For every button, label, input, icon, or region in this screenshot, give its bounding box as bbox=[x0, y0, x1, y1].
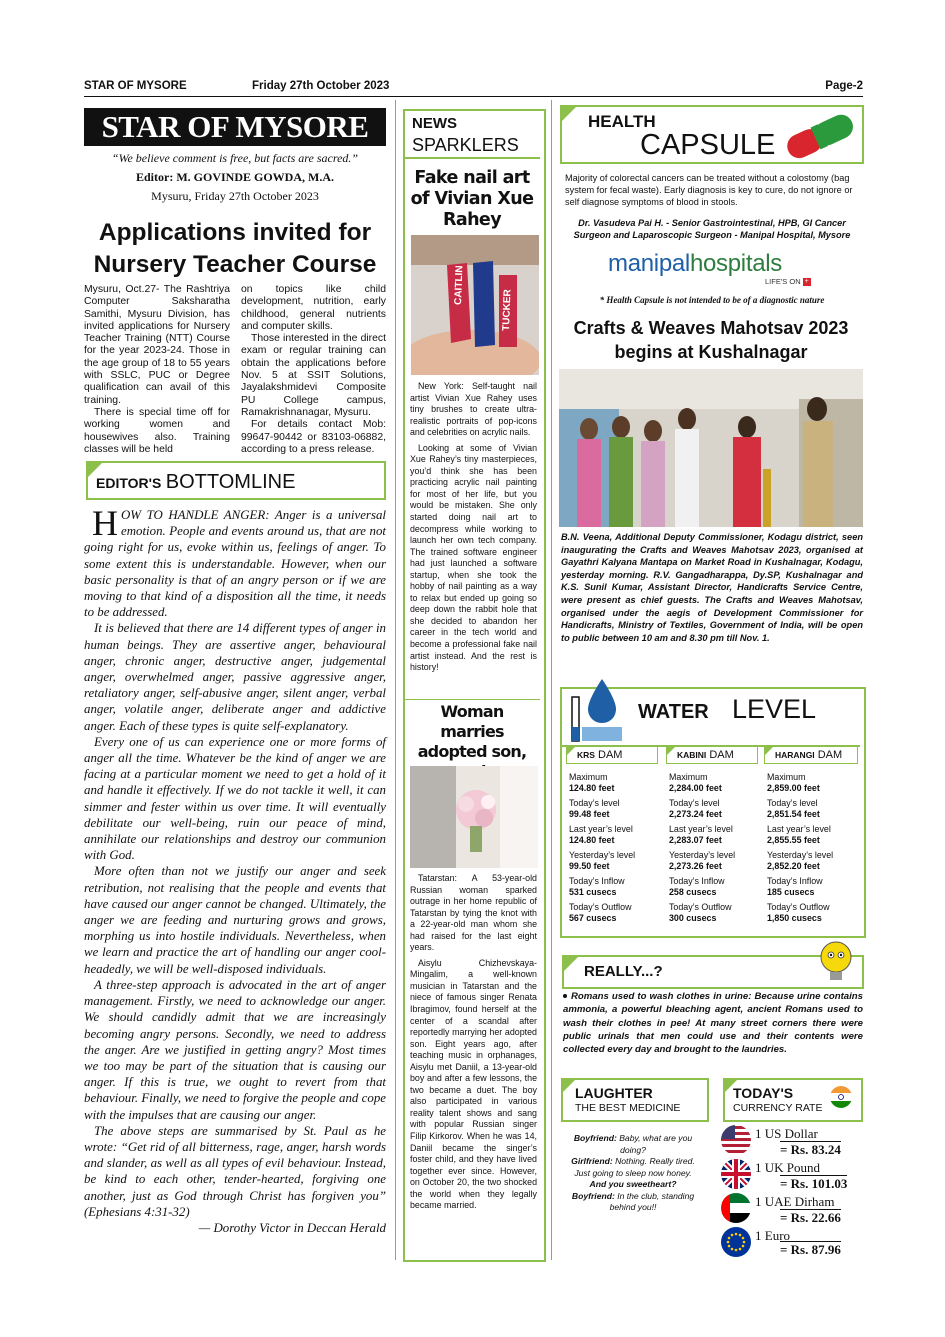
uae-flag-icon bbox=[720, 1192, 752, 1224]
joke-line: Boyfriend: In the club, standing behind you!! bbox=[571, 1190, 695, 1212]
bottomline-label-bold: EDITOR'S bbox=[96, 475, 162, 491]
water-label-light: LEVEL bbox=[732, 694, 817, 724]
joke-line: Boyfriend: Baby, what are you doing? bbox=[573, 1133, 693, 1155]
dam-row-label: Yesterday’s level bbox=[767, 850, 834, 860]
dam-row-value: 124.80 feet bbox=[569, 835, 615, 845]
header-paper-name: STAR OF MYSORE bbox=[84, 80, 187, 92]
water-drop-icon bbox=[570, 677, 626, 743]
ntt-headline-line1: Applications invited for bbox=[98, 219, 372, 246]
dam-name: DAM bbox=[817, 749, 843, 761]
currency-unit: 1 Euro bbox=[755, 1228, 791, 1243]
nail-paragraph: Looking at some of Vivian Xue Rahey’s tiny masterpieces, you’d think she has been practicing acrylic nail painting for most of her life, but you would be mistaken. She only started doing nail art to decompress while working to launch her own tech company. The trained software engineer had just launched a software startup, when she took the hobby of nail painting as a way to relax but ended up going so deep down the rabbit hole that she decided to abandon her career in the tech world and become a professional fake nail artist instead. And the rest is history! bbox=[410, 442, 537, 673]
corner-triangle-icon bbox=[765, 747, 773, 755]
laughter-label-bold: LAUGHTER bbox=[575, 1085, 653, 1101]
water-label-bold: WATER bbox=[638, 701, 709, 723]
plus-icon: + bbox=[804, 278, 809, 286]
dam-row-value: 99.50 feet bbox=[569, 861, 610, 871]
nail-article bbox=[410, 381, 537, 674]
ntt-paragraph: For details contact Mob: 99647-90442 or 83103-06882, according to a press release. bbox=[241, 419, 386, 455]
dam-row-label: Today’s Outflow bbox=[669, 902, 732, 912]
health-text: Majority of colorectal cancers can be treated without a colostomy (bag system for fecal waste). Early diagnosis is key to cure, do not ignore or self diagnose symptoms of blood in stools. bbox=[565, 173, 853, 208]
bottomline-credit: — Dorothy Victor in Deccan Herald bbox=[198, 1220, 386, 1235]
dam-name-bold: KABINI bbox=[677, 750, 707, 760]
ntt-paragraph: on topics like child development, nutrition, early childhood, general nutrients and computer skills. bbox=[241, 284, 386, 332]
bottomline-paragraph: HOW TO HANDLE ANGER: Anger is a universal emotion. People and events around us, that are not going right for us, evoke within us, feelings of anger. To some extent this is understandable. However, when our basic personality is that of an angry person or if we are moving to that kind of a disposition all the time, it needs to be addressed. bbox=[84, 503, 386, 620]
really-text: Romans used to wash clothes in urine: Because urine contains ammonia, a powerful bleaching agent, ancient Romans used to wash their clothes in pee! At many street corners there were public urinals that men could use and their contents were collected every day and brought to the laundries. bbox=[563, 991, 863, 1056]
currency-list bbox=[720, 1124, 862, 1260]
dam-row-label: Today’s Outflow bbox=[767, 902, 830, 912]
ntt-column-1 bbox=[84, 284, 230, 456]
masthead-dateline: Mysuru, Friday 27th October 2023 bbox=[151, 189, 319, 203]
dam-row-label: Today’s Inflow bbox=[569, 876, 625, 886]
nail-headline: Fake nail art of Vivian Xue Rahey bbox=[410, 168, 534, 230]
health-label-light: CAPSULE bbox=[640, 129, 776, 161]
corner-triangle-icon bbox=[667, 747, 675, 755]
dam-row-label: Yesterday’s level bbox=[669, 850, 736, 860]
dam-tab bbox=[566, 746, 658, 764]
currency-label-light: CURRENCY RATE bbox=[733, 1102, 823, 1114]
corner-triangle-icon bbox=[564, 957, 578, 971]
sparklers-label-bold: NEWS bbox=[412, 115, 457, 132]
lightbulb-icon bbox=[814, 937, 858, 987]
currency-rate: = Rs. 83.24 bbox=[780, 1142, 841, 1157]
wedding-photo bbox=[410, 766, 538, 868]
woman-paragraph: Tatarstan: A 53-year-old Russian woman sparked outrage in her home republic of Tatarstan by tying the knot with a 22-year-old man whom she had raised for the last eight years. bbox=[410, 873, 537, 953]
bottomline-paragraph: More often than not we justify our anger and seek retribution, not realising that the people and events that have caused our anger cannot be changed. Ultimately, the anger we are feeding and nurturing grows and grows, morphing us into hostile individuals. Nevertheless, when we learn and practice the art of handling our anger cool-headedly, we will be well-disposed individuals. bbox=[84, 864, 386, 976]
dam-tab bbox=[666, 746, 758, 764]
crafts-headline-line2: begins at Kushalnagar bbox=[614, 342, 808, 362]
uk-flag-icon bbox=[720, 1158, 752, 1190]
dam-row-value: 300 cusecs bbox=[669, 913, 717, 923]
bottomline-paragraph: Every one of us can experience one or more forms of anger all the time. Whatever be the kind of anger we are facing at a particular moment we need to get a hold of it and handle it effectively. If we do not tackle it well, it can simmer and fester within us over time. It will eventually debilitate our well-being, ruin our peace of mind, annihilate our relationships and destroy our communion with God. bbox=[84, 734, 386, 863]
dam-row-value: 2,273.26 feet bbox=[669, 861, 722, 871]
masthead-editor: Editor: M. GOVINDE GOWDA, M.A. bbox=[136, 170, 334, 184]
bottomline-paragraph: The above steps are summarised by St. Paul as he wrote: “Get rid of all bitterness, rage, anger, harsh words and slander, as well as all types of evil behaviour. Instead, be kind to each other, tender-hearted, forgiving one another, just as God through Christ has forgiven you” (Ephesians 4:31-32) bbox=[84, 1123, 386, 1219]
ntt-column-2 bbox=[241, 284, 386, 456]
dam-row-value: 2,852.20 feet bbox=[767, 861, 820, 871]
dam-row-value: 258 cusecs bbox=[669, 887, 717, 897]
sparklers-divider bbox=[405, 699, 540, 700]
dam-row-label: Today’s Outflow bbox=[569, 902, 632, 912]
dam-tab bbox=[764, 746, 858, 764]
corner-triangle-icon bbox=[563, 1080, 575, 1092]
dam-row-value: 2,273.24 feet bbox=[669, 809, 722, 819]
dam-row-label: Yesterday’s level bbox=[569, 850, 636, 860]
dam-row-value: 2,284.00 feet bbox=[669, 783, 722, 793]
dam-row-value: 124.80 feet bbox=[569, 783, 615, 793]
crafts-caption: B.N. Veena, Additional Deputy Commissioner, Kodagu district, seen inaugurating the Crafts and Weaves Mahotsav 2023, organised at Gayathri Kalyana Mantapa on Market Road in Kushalnagar, Kodagu, yesterday morning. R.V. Gangadharappa, Dy.SP, Kushalnagar and K.S. Sunil Kumar, Assistant Director, Handicrafts Service Centre, were present as chief guests. The Crafts and Weaves Mahotsav, organised under the aegis of Development Commissioner for Handicrafts, Ministry of Textiles, Government of India, will be open to public between 10 am and 8.30 pm till Nov. 1. bbox=[561, 532, 863, 643]
bottomline-label-box bbox=[86, 461, 386, 500]
currency-rate: = Rs. 87.96 bbox=[780, 1242, 841, 1257]
sparklers-label bbox=[405, 111, 540, 159]
dam-row-value: 2,283.07 feet bbox=[669, 835, 722, 845]
manipal-logo: manipalhospitals bbox=[608, 250, 782, 277]
laughter-label-light: THE BEST MEDICINE bbox=[575, 1102, 681, 1114]
us-flag-icon bbox=[720, 1124, 752, 1156]
health-label-bold: HEALTH bbox=[588, 112, 656, 131]
column-divider bbox=[395, 100, 396, 1260]
page-header bbox=[84, 80, 863, 97]
ntt-paragraph: Those interested in the direct exam or regular training can obtain the applications before Nov. 5 at SSIT Solutions, Jayalakshmidevi Composite PU College campus, Ramakrishnanagar, Mysuru. bbox=[241, 333, 386, 418]
currency-rate: = Rs. 22.66 bbox=[780, 1210, 841, 1225]
nail-text-2: TUCKER bbox=[501, 289, 514, 332]
dam-row-label: Last year’s level bbox=[767, 824, 831, 834]
header-date: Friday 27th October 2023 bbox=[252, 80, 390, 92]
dam-row-value: 567 cusecs bbox=[569, 913, 617, 923]
header-page-number: Page-2 bbox=[825, 80, 863, 92]
woman-paragraph: Aisylu Chizhevskaya-Mingalim, a well-known musician in Tatarstan and the niece of famous singer Renata Ibragimov, found herself at the center of a scandal after reportedly marrying her adopted son. Eight years ago, after teaching music in orphanages, Aisylu met Daniil, a 13-year-old boy and after a few lessons, the two became a duet. The boy also participated in various reality talent shows and sang with popular Russian singer Filip Kirkorov. When he was 14, Daniil became the singer’s foster child, and they have lived together ever since. However, on October 20, the two shocked the world when they legally became married. bbox=[410, 957, 537, 1211]
eu-flag-icon bbox=[720, 1226, 752, 1258]
currency-unit: 1 US Dollar bbox=[755, 1126, 818, 1141]
ntt-headline-line2: Nursery Teacher Course bbox=[93, 251, 377, 278]
manipal-tagline: LIFE'S ON + bbox=[765, 277, 809, 286]
ntt-paragraph: Mysuru, Oct.27- The Rashtriya Computer Saksharatha Samithi, Mysuru Division, has invited applications for Nursery Teacher Training (NTT) Course for the year 2023-24. Those in the age group of 18 to 55 years with SSLC, PUC or Degree qualification can avail of this training. bbox=[84, 284, 230, 406]
drop-cap: H bbox=[92, 503, 118, 543]
sparklers-label-light: SPARKLERS bbox=[412, 135, 519, 155]
dam-row-label: Today’s Inflow bbox=[767, 876, 823, 886]
dam-row-label: Maximum bbox=[767, 772, 806, 782]
laughter-joke bbox=[570, 1133, 696, 1214]
crafts-headline-line1: Crafts & Weaves Mahotsav 2023 bbox=[573, 318, 849, 338]
dam-row-value: 2,859.00 feet bbox=[767, 783, 820, 793]
dam-row-label: Today’s level bbox=[767, 798, 818, 808]
nail-art-photo bbox=[411, 235, 539, 375]
bottomline-article bbox=[84, 503, 386, 1236]
joke-line: And you sweetheart? bbox=[589, 1179, 677, 1189]
health-doctor: Dr. Vasudeva Pai H. - Senior Gastrointestinal, HPB, GI Cancer Surgeon and Laparoscopic Surgeon - Manipal Hospital, Mysore bbox=[573, 218, 851, 241]
currency-unit: 1 UAE Dirham bbox=[755, 1194, 835, 1209]
bottomline-paragraph: It is believed that there are 14 different types of anger in human beings. They are assertive anger, behavioural anger, chronic anger, destructive anger, judgemental anger, overwhelmed anger, passive aggressive anger, retaliatory anger, self-abusive anger, silent anger, verbal anger, volatile anger, deliberate anger and addictive anger. Each of these types is quite self-explanatory. bbox=[84, 621, 386, 733]
dam-row-label: Maximum bbox=[669, 772, 708, 782]
dam-row-value: 185 cusecs bbox=[767, 887, 815, 897]
currency-rate: = Rs. 101.03 bbox=[780, 1176, 848, 1191]
india-flag-icon bbox=[829, 1085, 853, 1109]
corner-triangle-icon bbox=[567, 747, 575, 755]
masthead-motto: “We believe comment is free, but facts are sacred.” bbox=[111, 151, 359, 165]
dam-row-label: Today’s level bbox=[669, 798, 720, 808]
crafts-headline bbox=[558, 316, 864, 364]
capsule-icon bbox=[779, 108, 863, 164]
bottomline-label-light: BOTTOMLINE bbox=[165, 471, 296, 493]
dam-row-value: 2,855.55 feet bbox=[767, 835, 820, 845]
column-divider bbox=[551, 100, 552, 1260]
woman-headline: Woman marries adopted son, bbox=[417, 702, 527, 761]
bullet-icon bbox=[563, 994, 567, 998]
dam-name: DAM bbox=[709, 749, 734, 761]
health-disclaimer: * Health Capsule is not intended to be of a diagnostic nature bbox=[599, 295, 825, 305]
dam-row-value: 1,850 cusecs bbox=[767, 913, 822, 923]
dam-row-label: Maximum bbox=[569, 772, 608, 782]
really-label: REALLY...? bbox=[584, 963, 663, 980]
masthead-title: STAR OF MYSORE bbox=[84, 108, 386, 146]
dam-row-label: Last year’s level bbox=[569, 824, 633, 834]
joke-line: Girlfriend: Nothing. Really tired. Just going to sleep now honey. bbox=[571, 1156, 695, 1178]
corner-triangle-icon bbox=[562, 107, 576, 121]
bottomline-paragraph: A three-step approach is advocated in the art of anger management. Firstly, we need to acknowledge our anger. We should candidly admit that we are increasingly becoming angry persons. Secondly, we need to address the anger. Are we justified in getting angry? Most times we too may be part of the situation that is causing our anger. If this is true, we ought to revert from that behaviour. Finally, we need to forgive the people and cope with the impulses that are causing our anger. bbox=[84, 977, 386, 1122]
nail-text-1: CAITLIN bbox=[453, 265, 466, 306]
nail-paragraph: New York: Self-taught nail artist Vivian Xue Rahey uses tiny brushes to create ultra-realistic portraits of pop-icons and celebrities on acrylic nails. bbox=[410, 381, 537, 438]
currency-unit: 1 UK Pound bbox=[755, 1160, 821, 1175]
crafts-event-photo bbox=[559, 369, 863, 527]
currency-label-bold: TODAY'S bbox=[733, 1085, 794, 1101]
dam-name: DAM bbox=[598, 749, 623, 761]
woman-article bbox=[410, 873, 537, 1212]
dam-row-label: Today’s Inflow bbox=[669, 876, 725, 886]
dam-row-label: Today’s level bbox=[569, 798, 620, 808]
dam-row-label: Last year’s level bbox=[669, 824, 733, 834]
laughter-label-box bbox=[561, 1078, 709, 1122]
dam-name-bold: HARANGI bbox=[775, 750, 815, 760]
dam-row-value: 99.48 feet bbox=[569, 809, 610, 819]
dam-name-bold: KRS bbox=[577, 750, 595, 760]
ntt-headline bbox=[84, 217, 386, 281]
dam-row-value: 531 cusecs bbox=[569, 887, 617, 897]
water-label bbox=[562, 689, 860, 747]
dam-row-value: 2,851.54 feet bbox=[767, 809, 820, 819]
ntt-paragraph: There is special time off for working women and housewives also. Training classes will be held bbox=[84, 406, 230, 455]
